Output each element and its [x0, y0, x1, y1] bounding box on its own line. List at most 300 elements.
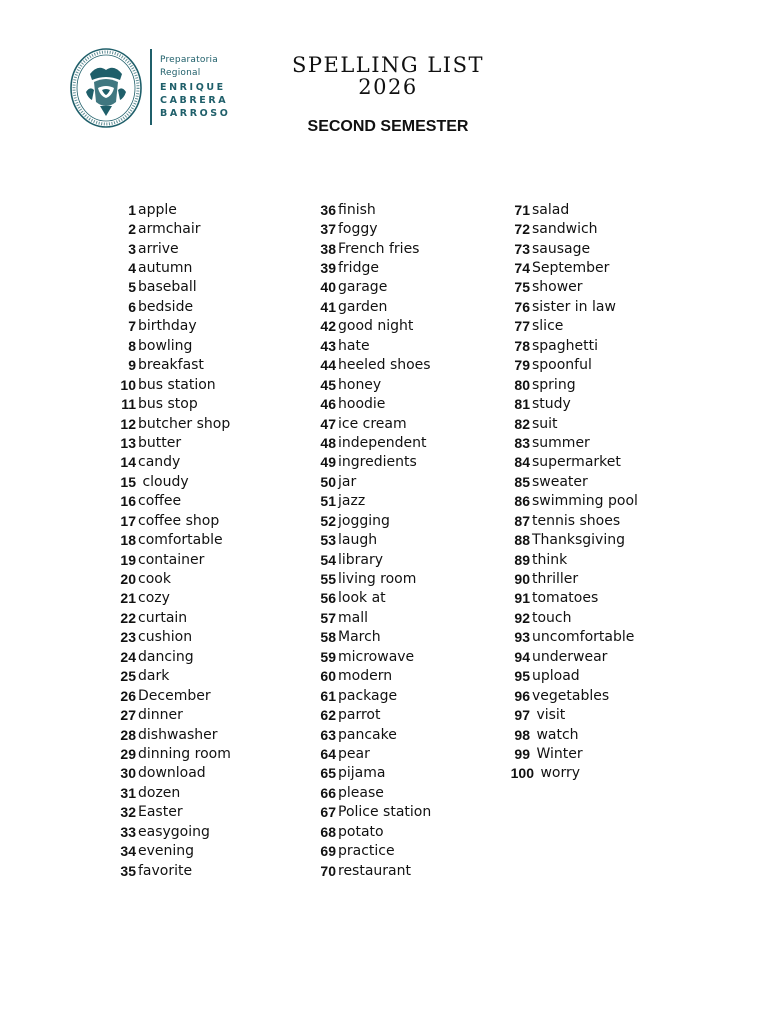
item-number: 99	[514, 745, 530, 762]
item-number: 63	[320, 726, 336, 743]
list-item	[510, 433, 638, 452]
item-word: baseball	[138, 279, 197, 296]
item-number: 72	[514, 221, 530, 238]
item-word: dozen	[138, 784, 181, 801]
item-word: fridge	[338, 260, 379, 277]
logo-text-enrique: ENRIQUE	[160, 82, 226, 93]
list-item	[510, 530, 638, 549]
item-word: autumn	[138, 260, 193, 277]
item-word: easygoing	[138, 823, 210, 840]
list-item	[510, 414, 638, 433]
list-item	[116, 589, 231, 608]
list-item	[116, 608, 231, 627]
item-number: 49	[320, 454, 336, 471]
list-item	[510, 492, 638, 511]
list-item	[116, 530, 231, 549]
item-number: 74	[514, 260, 530, 277]
item-number: 3	[128, 240, 136, 257]
item-word: dark	[138, 668, 170, 685]
list-item	[316, 705, 431, 724]
item-number: 19	[120, 551, 136, 568]
list-item	[316, 258, 431, 277]
item-word: spoonful	[532, 357, 592, 374]
item-number: 30	[120, 765, 136, 782]
item-word: swimming pool	[532, 493, 638, 510]
list-item	[316, 803, 431, 822]
item-word: tennis shoes	[532, 512, 621, 529]
item-number: 12	[120, 415, 136, 432]
list-item	[316, 841, 431, 860]
list-item	[116, 744, 231, 763]
item-word: touch	[532, 609, 572, 626]
item-number: 60	[320, 668, 336, 685]
item-word: living room	[338, 571, 417, 588]
list-item	[316, 744, 431, 763]
list-item	[116, 317, 231, 336]
list-item	[510, 278, 638, 297]
item-number: 50	[320, 473, 336, 490]
item-word: thriller	[532, 571, 579, 588]
item-number: 52	[320, 512, 336, 529]
item-number: 80	[514, 376, 530, 393]
list-item	[316, 375, 431, 394]
list-item	[116, 239, 231, 258]
list-item	[510, 725, 638, 744]
university-seal-icon	[68, 46, 144, 130]
logo-text-barroso: BARROSO	[160, 108, 231, 119]
list-item	[316, 453, 431, 472]
item-word: download	[138, 765, 206, 782]
item-word: garage	[338, 279, 388, 296]
item-number: 78	[514, 337, 530, 354]
item-word: hoodie	[338, 396, 386, 413]
list-item	[116, 394, 231, 413]
item-number: 44	[320, 357, 336, 374]
item-number: 23	[120, 629, 136, 646]
item-word: bowling	[138, 337, 193, 354]
list-item	[510, 336, 638, 355]
item-word: restaurant	[338, 862, 411, 879]
list-item	[510, 297, 638, 316]
list-item	[116, 414, 231, 433]
item-word: jar	[338, 473, 357, 490]
item-word: spaghetti	[532, 337, 599, 354]
list-item	[116, 453, 231, 472]
list-item	[316, 667, 431, 686]
list-item	[510, 764, 638, 783]
item-word: cloudy	[138, 473, 189, 490]
list-item	[116, 725, 231, 744]
item-word: dancing	[138, 648, 194, 665]
item-number: 9	[128, 357, 136, 374]
item-word: vegetables	[532, 687, 610, 704]
item-word: sweater	[532, 473, 588, 490]
item-word: salad	[532, 201, 570, 218]
list-item	[510, 219, 638, 238]
item-word: laugh	[338, 532, 378, 549]
item-word: candy	[138, 454, 181, 471]
list-item	[116, 861, 231, 880]
item-number: 59	[320, 648, 336, 665]
list-item	[510, 258, 638, 277]
item-word: sister in law	[532, 298, 616, 315]
list-item	[510, 628, 638, 647]
list-item	[510, 394, 638, 413]
item-number: 18	[120, 532, 136, 549]
item-word: birthday	[138, 318, 197, 335]
item-number: 64	[320, 745, 336, 762]
item-number: 88	[514, 532, 530, 549]
list-item	[116, 647, 231, 666]
item-word: dinner	[138, 707, 183, 724]
item-word: finish	[338, 201, 376, 218]
item-number: 76	[514, 298, 530, 315]
item-word: coffee	[138, 493, 182, 510]
item-number: 21	[120, 590, 136, 607]
item-number: 58	[320, 629, 336, 646]
item-word: foggy	[338, 221, 378, 238]
item-word: sausage	[532, 240, 591, 257]
list-item	[316, 414, 431, 433]
list-item	[316, 433, 431, 452]
page-title	[288, 54, 488, 98]
item-number: 34	[120, 843, 136, 860]
item-word: apple	[138, 201, 177, 218]
list-item	[510, 647, 638, 666]
item-number: 17	[120, 512, 136, 529]
item-word: breakfast	[138, 357, 204, 374]
item-number: 37	[320, 221, 336, 238]
item-word: ingredients	[338, 454, 417, 471]
list-item	[116, 356, 231, 375]
item-number: 89	[514, 551, 530, 568]
list-item	[316, 861, 431, 880]
list-item	[116, 297, 231, 316]
list-item	[510, 589, 638, 608]
list-item	[116, 278, 231, 297]
item-number: 36	[320, 201, 336, 218]
list-item	[510, 608, 638, 627]
list-item	[510, 472, 638, 491]
item-word: arrive	[138, 240, 179, 257]
item-number: 87	[514, 512, 530, 529]
item-word: Police station	[338, 804, 432, 821]
item-number: 53	[320, 532, 336, 549]
list-item	[316, 200, 431, 219]
list-item	[510, 667, 638, 686]
item-number: 85	[514, 473, 530, 490]
item-number: 56	[320, 590, 336, 607]
list-item	[510, 511, 638, 530]
item-number: 27	[120, 707, 136, 724]
item-number: 66	[320, 784, 336, 801]
item-word: coffee shop	[138, 512, 220, 529]
logo-text-regional: Regional	[160, 68, 201, 78]
list-item	[116, 783, 231, 802]
item-number: 94	[514, 648, 530, 665]
item-word: ice cream	[338, 415, 407, 432]
item-word: Thanksgiving	[532, 532, 625, 549]
item-number: 1	[128, 201, 136, 218]
item-word: library	[338, 551, 384, 568]
list-item	[116, 433, 231, 452]
item-number: 13	[120, 434, 136, 451]
item-number: 6	[128, 298, 136, 315]
word-column-1	[116, 200, 231, 880]
item-word: supermarket	[532, 454, 621, 471]
item-word: container	[138, 551, 205, 568]
item-number: 24	[120, 648, 136, 665]
item-word: armchair	[138, 221, 201, 238]
item-number: 7	[128, 318, 136, 335]
word-column-3	[510, 200, 638, 783]
list-item	[316, 569, 431, 588]
item-word: pijama	[338, 765, 386, 782]
item-word: Winter	[532, 745, 583, 762]
list-item	[116, 822, 231, 841]
item-number: 22	[120, 609, 136, 626]
item-number: 43	[320, 337, 336, 354]
item-number: 70	[320, 862, 336, 879]
list-item	[316, 356, 431, 375]
list-item	[510, 569, 638, 588]
item-word: cook	[138, 571, 171, 588]
item-number: 65	[320, 765, 336, 782]
list-item	[316, 336, 431, 355]
page-subtitle: SECOND SEMESTER	[307, 118, 469, 135]
item-number: 8	[128, 337, 136, 354]
list-item	[316, 822, 431, 841]
list-item	[510, 239, 638, 258]
list-item	[116, 764, 231, 783]
item-number: 82	[514, 415, 530, 432]
item-number: 71	[514, 201, 530, 218]
item-word: cozy	[138, 590, 170, 607]
list-item	[316, 589, 431, 608]
logo-divider	[150, 49, 152, 125]
item-word: look at	[338, 590, 386, 607]
item-word: visit	[532, 707, 566, 724]
item-number: 77	[514, 318, 530, 335]
item-word: curtain	[138, 609, 188, 626]
item-number: 79	[514, 357, 530, 374]
item-number: 35	[120, 862, 136, 879]
item-word: package	[338, 687, 398, 704]
item-number: 93	[514, 629, 530, 646]
list-item	[116, 550, 231, 569]
item-number: 14	[120, 454, 136, 471]
item-number: 84	[514, 454, 530, 471]
list-item	[316, 394, 431, 413]
item-word: heeled shoes	[338, 357, 431, 374]
list-item	[116, 686, 231, 705]
item-word: garden	[338, 298, 388, 315]
list-item	[116, 219, 231, 238]
item-number: 29	[120, 745, 136, 762]
item-word: cushion	[138, 629, 193, 646]
list-item	[510, 686, 638, 705]
item-word: September	[532, 260, 610, 277]
item-word: underwear	[532, 648, 608, 665]
list-item	[316, 317, 431, 336]
list-item	[510, 550, 638, 569]
list-item	[510, 705, 638, 724]
item-word: shower	[532, 279, 583, 296]
item-number: 51	[320, 493, 336, 510]
item-number: 11	[121, 396, 136, 413]
item-word: bus stop	[138, 396, 198, 413]
item-number: 33	[120, 823, 136, 840]
item-word: comfortable	[138, 532, 223, 549]
item-number: 86	[514, 493, 530, 510]
list-item	[510, 317, 638, 336]
item-number: 69	[320, 843, 336, 860]
item-word: hate	[338, 337, 370, 354]
list-item	[510, 744, 638, 763]
list-item	[316, 647, 431, 666]
item-word: favorite	[138, 862, 193, 879]
item-word: dishwasher	[138, 726, 218, 743]
title-line-2: 2026	[358, 75, 418, 99]
list-item	[510, 375, 638, 394]
item-number: 28	[120, 726, 136, 743]
list-item	[116, 667, 231, 686]
item-number: 39	[320, 260, 336, 277]
list-item	[116, 628, 231, 647]
list-item	[316, 297, 431, 316]
item-word: jogging	[338, 512, 390, 529]
school-logo	[68, 46, 238, 130]
list-item	[116, 258, 231, 277]
item-word: microwave	[338, 648, 415, 665]
item-number: 2	[128, 221, 136, 238]
item-number: 48	[320, 434, 336, 451]
item-number: 55	[320, 571, 336, 588]
item-word: please	[338, 784, 384, 801]
list-item	[316, 550, 431, 569]
item-number: 67	[320, 804, 336, 821]
item-word: suit	[532, 415, 558, 432]
item-word: watch	[532, 726, 579, 743]
item-word: independent	[338, 434, 427, 451]
item-number: 25	[120, 668, 136, 685]
list-item	[116, 569, 231, 588]
item-number: 42	[320, 318, 336, 335]
item-number: 75	[514, 279, 530, 296]
item-word: summer	[532, 434, 590, 451]
item-number: 61	[320, 687, 336, 704]
list-item	[316, 628, 431, 647]
item-number: 16	[120, 493, 136, 510]
item-word: bus station	[138, 376, 216, 393]
item-word: March	[338, 629, 381, 646]
item-number: 62	[320, 707, 336, 724]
list-item	[116, 705, 231, 724]
list-item	[316, 239, 431, 258]
item-word: good night	[338, 318, 414, 335]
list-item	[116, 841, 231, 860]
item-word: parrot	[338, 707, 381, 724]
item-number: 73	[514, 240, 530, 257]
list-item	[316, 511, 431, 530]
item-word: upload	[532, 668, 580, 685]
list-item	[316, 492, 431, 511]
list-item	[316, 783, 431, 802]
item-number: 5	[128, 279, 136, 296]
logo-text-cabrera: CABRERA	[160, 95, 229, 106]
item-word: French fries	[338, 240, 420, 257]
item-word: jazz	[338, 493, 366, 510]
item-number: 57	[320, 609, 336, 626]
item-word: butter	[138, 434, 182, 451]
item-word: honey	[338, 376, 382, 393]
item-number: 15	[120, 473, 136, 490]
item-number: 31	[120, 784, 136, 801]
item-word: butcher shop	[138, 415, 231, 432]
list-item	[316, 472, 431, 491]
item-word: pear	[338, 745, 370, 762]
item-number: 41	[320, 298, 336, 315]
item-number: 4	[128, 260, 136, 277]
item-number: 97	[514, 707, 530, 724]
list-item	[116, 336, 231, 355]
item-word: uncomfortable	[532, 629, 635, 646]
list-item	[116, 472, 231, 491]
item-word: worry	[536, 765, 581, 782]
item-word: sandwich	[532, 221, 598, 238]
item-number: 47	[320, 415, 336, 432]
item-number: 98	[514, 726, 530, 743]
list-item	[116, 375, 231, 394]
item-word: dinning room	[138, 745, 231, 762]
list-item	[316, 725, 431, 744]
item-number: 45	[320, 376, 336, 393]
item-number: 10	[120, 376, 136, 393]
item-word: evening	[138, 843, 195, 860]
item-word: bedside	[138, 298, 194, 315]
word-column-2	[316, 200, 431, 880]
item-number: 38	[320, 240, 336, 257]
item-number: 32	[120, 804, 136, 821]
list-item	[316, 608, 431, 627]
item-word: mall	[338, 609, 368, 626]
list-item	[316, 219, 431, 238]
list-item	[116, 492, 231, 511]
item-number: 68	[320, 823, 336, 840]
item-word: tomatoes	[532, 590, 599, 607]
item-number: 81	[514, 396, 530, 413]
list-item	[316, 278, 431, 297]
item-number: 83	[514, 434, 530, 451]
item-word: December	[138, 687, 211, 704]
item-word: modern	[338, 668, 393, 685]
item-number: 46	[320, 396, 336, 413]
item-number: 90	[514, 571, 530, 588]
list-item	[510, 356, 638, 375]
list-item	[116, 511, 231, 530]
title-line-1: SPELLING LIST	[292, 53, 484, 77]
item-number: 100	[510, 765, 534, 782]
logo-text-preparatoria: Preparatoria	[160, 55, 218, 65]
item-word: practice	[338, 843, 395, 860]
item-number: 26	[120, 687, 136, 704]
item-word: think	[532, 551, 568, 568]
item-word: spring	[532, 376, 576, 393]
list-item	[316, 530, 431, 549]
item-number: 54	[320, 551, 336, 568]
item-number: 40	[320, 279, 336, 296]
list-item	[316, 764, 431, 783]
